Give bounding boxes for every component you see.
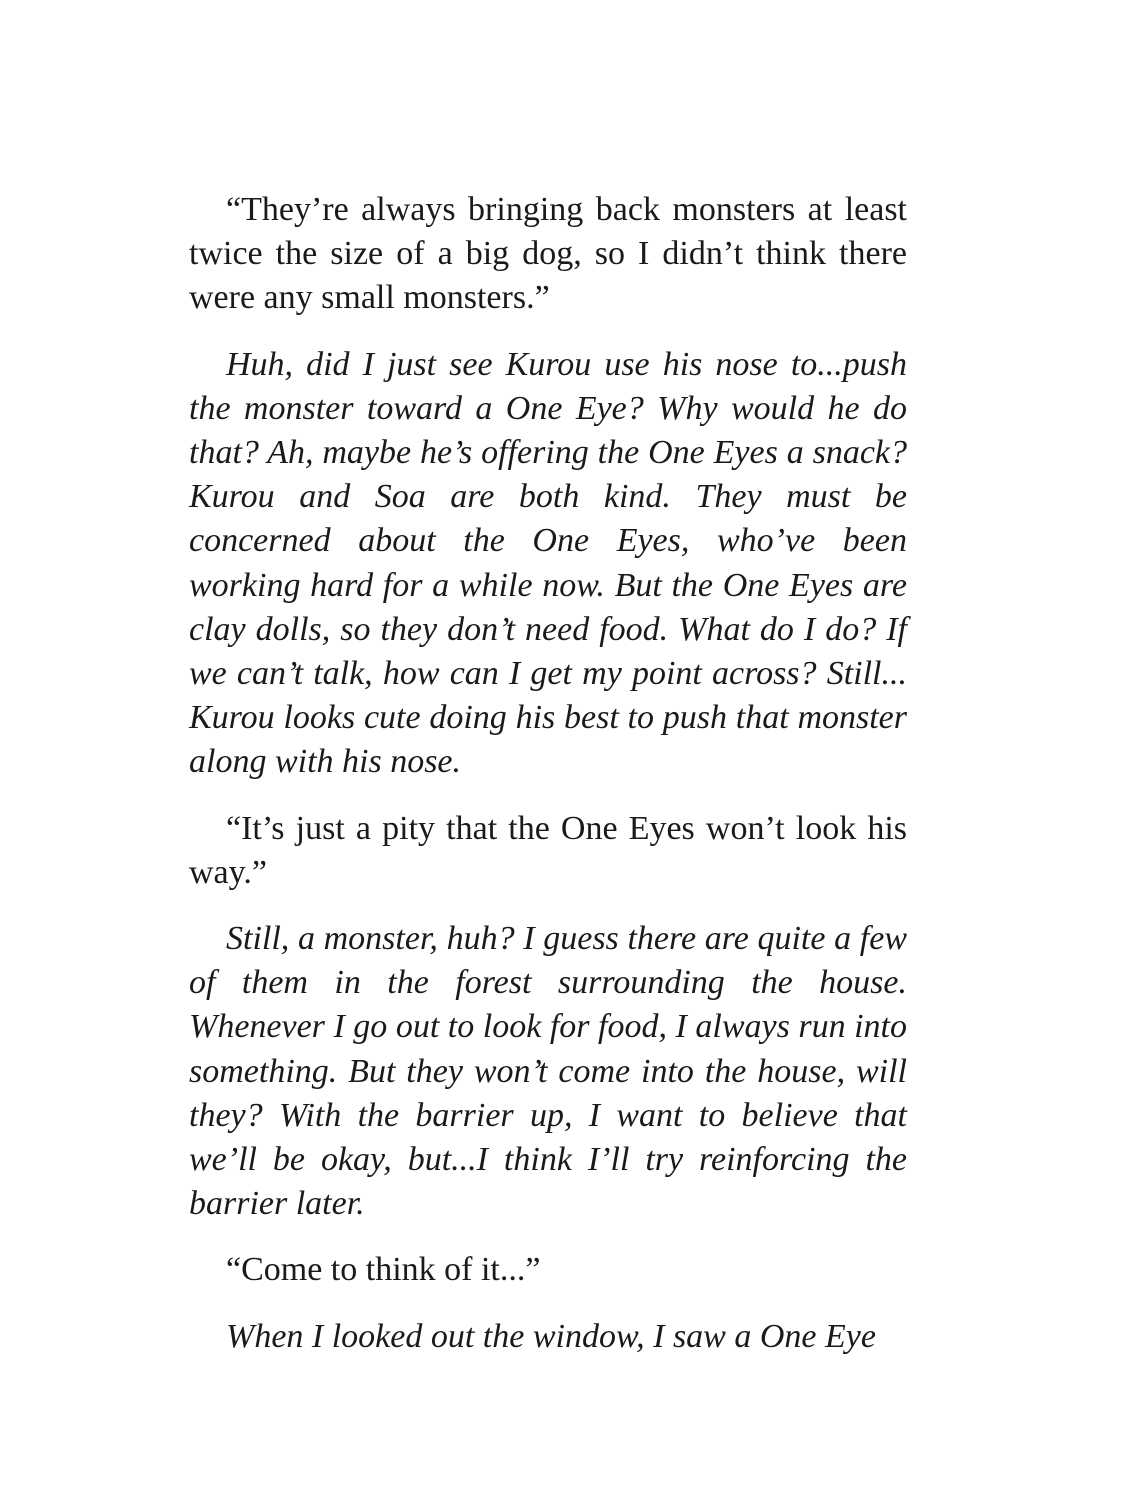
paragraph-narration: Huh, did I just see Kurou use his nose to...push the monster toward a One Eye? Why would he do that? Ah, maybe he’s offering the One Eyes a snack? Kurou and Soa are both kind. They must be concerned about the One Eyes, who’ve been working hard for a while now. But the One Eyes are clay dolls, so they don’t need food. What do I do? If we can’t talk, how can I get my point across? Still... Kurou looks cute doing his best to push that monster along with his nose. — [189, 345, 907, 781]
book-page — [189, 188, 907, 1381]
paragraph-dialogue: “Come to think of it...” — [226, 1251, 541, 1289]
paragraph-narration-continued: When I looked out the window, I saw a One Eye — [226, 1317, 876, 1355]
paragraph-dialogue: “They’re always bringing back monsters at least twice the size of a big dog, so I didn’t think there were any small monsters.” — [189, 191, 907, 317]
paragraph-narration: Still, a monster, huh? I guess there are quite a few of them in the forest surrounding the house. Whenever I go out to look for food, I always run into something. But they won’t come into the house, will they? With the barrier up, I want to believe that we’ll be okay, but...I think I’ll try reinforcing the barrier later. — [189, 920, 907, 1223]
paragraph-dialogue: “It’s just a pity that the One Eyes won’t look his way.” — [189, 809, 907, 891]
